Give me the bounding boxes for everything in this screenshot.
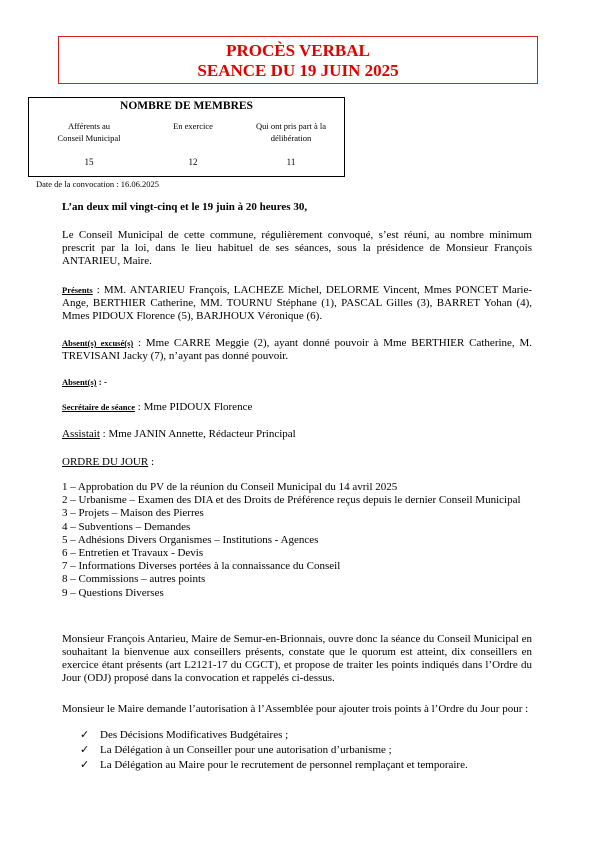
members-count-exercice: 12 (188, 157, 198, 167)
agenda-item: 9 – Questions Diverses (62, 586, 164, 599)
agenda-item: 2 – Urbanisme – Examen des DIA et des Droits de Préférence reçus depuis le dernier Conseil Municipal (62, 494, 521, 507)
absents-text: : - (96, 377, 107, 387)
added-point-text: La Délégation à un Conseiller pour une autorisation d’urbanisme ; (100, 744, 392, 756)
secretaire-paragraph (62, 401, 532, 414)
assistait-paragraph (62, 428, 532, 441)
added-point-item (80, 743, 468, 758)
members-col-label: En exercice (173, 121, 213, 131)
added-points-list (80, 728, 468, 773)
document-title: PROCÈS VERBAL (226, 41, 370, 60)
agenda-item: 3 – Projets – Maison des Pierres (62, 507, 204, 520)
members-heading: NOMBRE DE MEMBRES (120, 100, 253, 112)
secretaire-label: Secrétaire de séance (62, 402, 136, 412)
ordre-du-jour-label: ORDRE DU JOUR (62, 456, 149, 468)
ordre-du-jour-heading (62, 456, 532, 469)
added-point-text: La Délégation au Maire pour le recrutement de personnel remplaçant et temporaire. (100, 759, 468, 771)
ordre-du-jour-colon: : (148, 456, 154, 468)
members-col-label: délibération (270, 133, 312, 143)
members-col-label: Afférents au (67, 121, 111, 131)
members-col-label: Conseil Municipal (57, 133, 121, 143)
agenda-item: 7 – Informations Diverses portées à la connaissance du Conseil (62, 560, 341, 573)
presents-paragraph (62, 284, 532, 323)
excuses-text: : Mme CARRE Meggie (2), ayant donné pouvoir à Mme BERTHIER Catherine, M. TREVISANI Jacky (7), n’ayant pas donné pouvoir. (62, 337, 533, 362)
assistait-label: Assistait (62, 428, 100, 440)
agenda-item: 5 – Adhésions Divers Organismes – Institutions - Agences (62, 533, 319, 546)
members-table (28, 97, 345, 177)
members-col-afferents (43, 120, 135, 167)
check-icon: ✓ (80, 759, 90, 771)
added-point-item (80, 758, 468, 773)
check-icon: ✓ (80, 744, 90, 756)
members-count-afferents: 15 (84, 157, 94, 167)
opening-paragraph: Monsieur François Antarieu, Maire de Semur-en-Brionnais, ouvre donc la séance du Conseil Municipal en souhaitant la bienvenue aux conseillers présents, constate que le quorum est atteint, dix conseillers en exercice étant présents (art L2121-17 du CGCT), et propose de traiter les points indiqués dans l’Ordre du Jour (ODJ) proposé dans la convocation et rappelés ci-dessus. (62, 633, 532, 684)
excuses-paragraph (62, 337, 532, 363)
absents-paragraph (62, 376, 532, 389)
title-box (58, 36, 538, 84)
members-count-deliberation: 11 (286, 157, 296, 167)
check-icon: ✓ (80, 729, 90, 741)
presents-label: Présents (62, 285, 93, 295)
intro-paragraph: Le Conseil Municipal de cette commune, régulièrement convoqué, s’est réuni, au nombre minimum prescrit par la loi, dans le lieu habituel de ses séances, sous la présidence de Monsieur François ANTARIEU, Maire. (62, 229, 532, 267)
absents-label: Absent(s) (62, 377, 97, 387)
agenda-item: 1 – Approbation du PV de la réunion du Conseil Municipal du 14 avril 2025 (62, 481, 398, 493)
agenda-item: 8 – Commissions – autres points (62, 573, 206, 586)
convocation-date: Date de la convocation : 16.06.2025 (36, 179, 159, 189)
added-point-item (80, 728, 468, 743)
session-date-title: SEANCE DU 19 JUIN 2025 (197, 61, 399, 80)
excuses-label: Absent(s) excusé(s) (62, 338, 134, 348)
presents-text: : MM. ANTARIEU François, LACHEZE Michel, DELORME Vincent, Mmes PONCET Marie-Ange, BERTHIER Catherine, MM. TOURNU Stéphane (1), PASCAL Gilles (3), BARRET Yohan (4), Mmes PIDOUX Florence (5), BARJHOUX Véronique (6). (62, 284, 532, 322)
agenda-item: 6 – Entretien et Travaux - Devis (62, 547, 204, 560)
members-col-deliberation (241, 120, 341, 167)
agenda-list (62, 481, 532, 600)
members-col-exercice (147, 120, 239, 167)
assistait-text: : Mme JANIN Annette, Rédacteur Principal (99, 428, 296, 440)
added-point-text: Des Décisions Modificatives Budgétaires ; (100, 729, 289, 741)
agenda-item: 4 – Subventions – Demandes (62, 520, 191, 533)
session-opening: L’an deux mil vingt-cinq et le 19 juin à 20 heures 30, (62, 201, 308, 213)
request-paragraph: Monsieur le Maire demande l’autorisation à l’Assemblée pour ajouter trois points à l’Ordre du Jour pour : (62, 703, 529, 715)
members-col-label: Qui ont pris part à la (255, 121, 327, 131)
secretaire-text: : Mme PIDOUX Florence (135, 401, 253, 413)
